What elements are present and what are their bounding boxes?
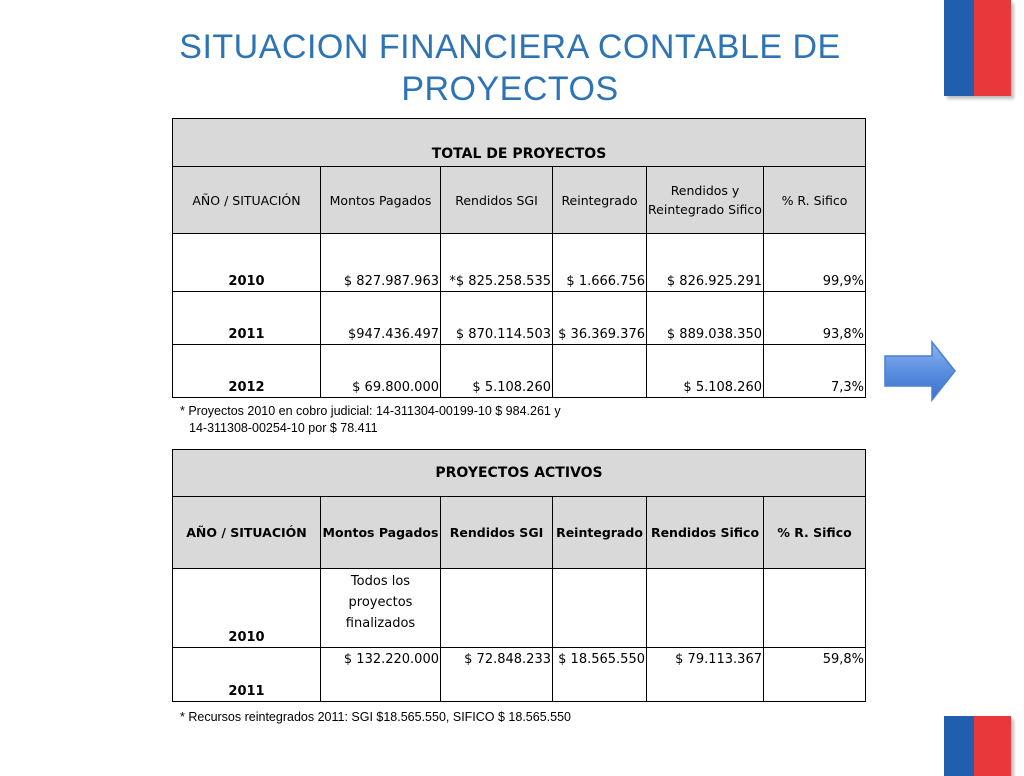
col-header-reintegrado: Reintegrado: [553, 497, 647, 569]
cell-year: 2010: [173, 234, 321, 292]
flag-decoration-top: [944, 0, 1011, 96]
col-header-reintegrado: Reintegrado: [553, 167, 647, 234]
col-header-year: AÑO / SITUACIÓN: [173, 497, 321, 569]
footnote-line: 14-311308-00254-10 por $ 78.411: [189, 421, 378, 435]
cell-reintegrado: [553, 345, 647, 398]
col-header-pct: % R. Sifico: [764, 497, 866, 569]
table-row: [173, 345, 866, 398]
col-header-pct: % R. Sifico: [764, 167, 866, 234]
cell-montos: $ 132.220.000: [321, 648, 441, 702]
cell-montos: $947.436.497: [321, 292, 441, 345]
cell-rendidos-sgi: $ 5.108.260: [441, 345, 553, 398]
col-header-rendidos-reintegrado: Rendidos y Reintegrado Sifico: [647, 167, 764, 234]
cell-reintegrado: $ 1.666.756: [553, 234, 647, 292]
active-projects-table: [172, 449, 866, 702]
cell-reintegrado: [553, 569, 647, 648]
footnote-reintegrated: * Recursos reintegrados 2011: SGI $18.565.550, SIFICO $ 18.565.550: [180, 710, 571, 724]
table-title: TOTAL DE PROYECTOS: [173, 119, 866, 167]
cell-pct: 93,8%: [764, 292, 866, 345]
right-arrow-icon[interactable]: [882, 340, 958, 402]
cell-year: 2012: [173, 345, 321, 398]
cell-pct: 99,9%: [764, 234, 866, 292]
cell-rendidos-sgi: *$ 825.258.535: [441, 234, 553, 292]
col-header-montos: Montos Pagados: [321, 497, 441, 569]
table-title: PROYECTOS ACTIVOS: [173, 450, 866, 497]
table-row: [173, 648, 866, 702]
cell-rendidos-sgi: [441, 569, 553, 648]
cell-montos: $ 69.800.000: [321, 345, 441, 398]
cell-rendidos-reintegrado: $ 5.108.260: [647, 345, 764, 398]
cell-rendidos-reintegrado: $ 889.038.350: [647, 292, 764, 345]
col-header-rendidos-sgi: Rendidos SGI: [441, 497, 553, 569]
col-header-year: AÑO / SITUACIÓN: [173, 167, 321, 234]
cell-year: 2010: [173, 569, 321, 648]
cell-pct: 7,3%: [764, 345, 866, 398]
cell-rendidos-reintegrado: $ 826.925.291: [647, 234, 764, 292]
col-header-rendidos-sgi: Rendidos SGI: [441, 167, 553, 234]
total-projects-table: [172, 118, 866, 398]
cell-rendidos-sifico: $ 79.113.367: [647, 648, 764, 702]
flag-decoration-bottom: [944, 716, 1011, 776]
cell-montos: $ 827.987.963: [321, 234, 441, 292]
cell-reintegrado: $ 18.565.550: [553, 648, 647, 702]
col-header-montos: Montos Pagados: [321, 167, 441, 234]
table-row: [173, 292, 866, 345]
page-title: SITUACION FINANCIERA CONTABLE DE PROYECTOS: [179, 28, 841, 108]
cell-year: 2011: [173, 648, 321, 702]
col-header-rendidos-sifico: Rendidos Sifico: [647, 497, 764, 569]
table-row: [173, 234, 866, 292]
cell-montos: Todos los proyectos finalizados: [321, 569, 441, 648]
cell-rendidos-sgi: $ 72.848.233: [441, 648, 553, 702]
cell-reintegrado: $ 36.369.376: [553, 292, 647, 345]
cell-rendidos-sgi: $ 870.114.503: [441, 292, 553, 345]
cell-pct: [764, 569, 866, 648]
footnote-line: * Proyectos 2010 en cobro judicial: 14-311304-00199-10 $ 984.261 y: [180, 404, 561, 418]
cell-year: 2011: [173, 292, 321, 345]
cell-rendidos-sifico: [647, 569, 764, 648]
table-row: [173, 569, 866, 648]
cell-pct: 59,8%: [764, 648, 866, 702]
footnote-judicial: [180, 403, 561, 437]
